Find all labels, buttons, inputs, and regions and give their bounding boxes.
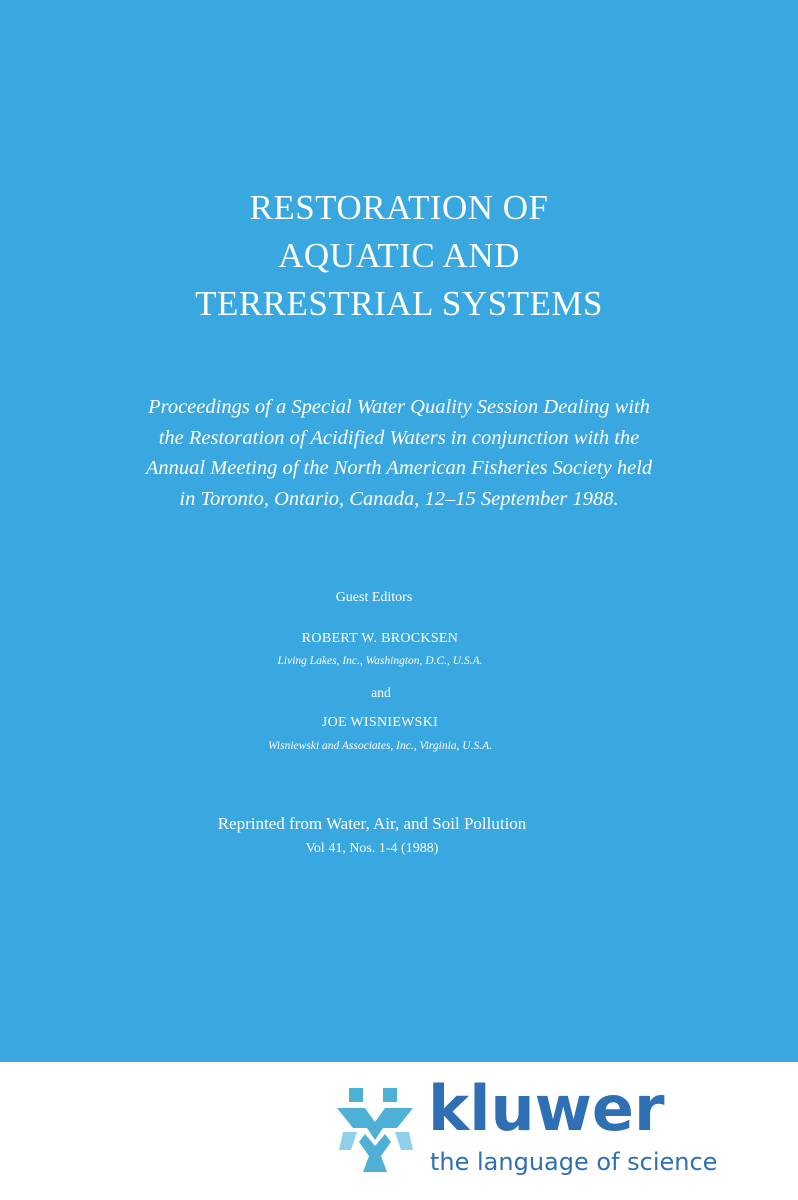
editor-affiliation: Wisniewski and Associates, Inc., Virginia, U.S.A. — [267, 740, 493, 752]
editor-name: JOE WISNIEWSKI — [321, 715, 439, 730]
subtitle-line: Annual Meeting of the North American Fisheries Society held — [145, 457, 653, 479]
subtitle-line: the Restoration of Acidified Waters in conjunction with the — [158, 426, 640, 449]
publisher-tagline: the language of science — [430, 1148, 718, 1176]
publisher-name: kluwer — [428, 1072, 665, 1145]
reprint-source: Reprinted from Water, Air, and Soil Pollution — [217, 814, 527, 833]
book-title — [0, 184, 798, 328]
title-line: TERRESTRIAL SYSTEMS — [195, 284, 603, 323]
kluwer-figures-icon — [335, 1088, 417, 1172]
title-line: AQUATIC AND — [278, 236, 520, 275]
title-line: RESTORATION OF — [249, 188, 549, 227]
and-separator: and — [371, 685, 391, 700]
editor-affiliation: Living Lakes, Inc., Washington, D.C., U.S.A. — [277, 655, 483, 667]
subtitle-line: in Toronto, Ontario, Canada, 12–15 September 1988. — [179, 487, 619, 510]
guest-editors-label: Guest Editors — [335, 590, 413, 605]
editor-name: ROBERT W. BROCKSEN — [301, 631, 459, 646]
reprint-volume: Vol 41, Nos. 1-4 (1988) — [305, 841, 439, 856]
book-subtitle — [30, 392, 768, 514]
subtitle-line: Proceedings of a Special Water Quality Session Dealing with — [148, 396, 650, 418]
